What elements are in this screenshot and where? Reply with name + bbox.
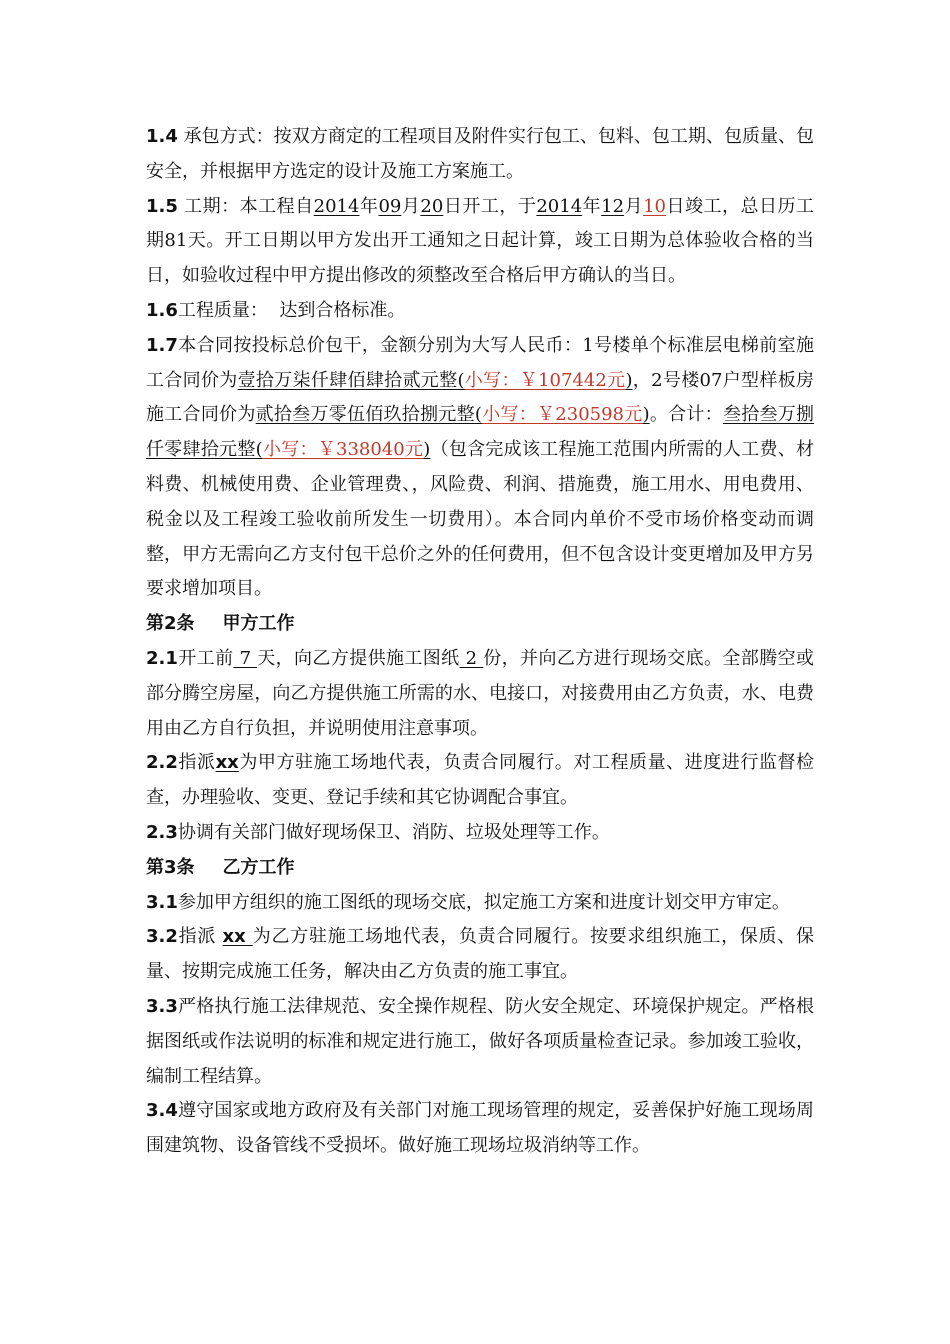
clause-text: 参加甲方组织的施工图纸的现场交底，拟定施工方案和进度计划交甲方审定。 [177, 891, 790, 913]
clause-text: 指派 [177, 752, 216, 774]
clause-2-1 [146, 642, 814, 746]
clause-3-3 [146, 990, 814, 1094]
amount-2-words: 贰拾叁万零伍佰玖拾捌元整 [255, 404, 475, 426]
clause-text: 开工前 [177, 647, 234, 669]
clause-text: 份，并向乙方进行现场交底。全部腾空或部分腾空房屋，向乙方提供施工所需的水、电接口，对接费用由乙方负责，水、电费用由乙方自行负担，并说明使用注意事项。 [146, 647, 815, 739]
clause-number: 1.6 [146, 299, 178, 321]
end-month: 12 [601, 195, 625, 217]
clause-number: 2.3 [146, 821, 178, 843]
party-b-representative: xx [222, 926, 253, 948]
clause-3-2 [146, 920, 814, 990]
paren-close: ) [423, 439, 431, 461]
text-month: 月 [624, 195, 644, 217]
text-year: 年 [582, 195, 602, 217]
days-before-start: 7 [233, 647, 258, 669]
paren-close: ) [642, 404, 650, 426]
clause-text: 工程质量： 达到合格标准。 [177, 299, 406, 321]
amount-total-figures: 小写：￥338040元 [262, 439, 424, 461]
clause-text: 本合同按投标总价包干，金额分别为大写人民币：1号楼单个标准层电梯前室施工合同价为 [146, 334, 814, 391]
clause-number: 3.3 [146, 995, 178, 1017]
clause-1-5 [146, 190, 814, 294]
article-2-heading [146, 607, 814, 642]
clause-1-6 [146, 294, 814, 329]
clause-3-1 [146, 886, 814, 921]
clause-number: 2.1 [146, 647, 178, 669]
clause-2-2 [146, 746, 814, 816]
clause-3-4 [146, 1094, 814, 1164]
clause-text: ，2号楼07户型样板房施工合同价为 [146, 369, 815, 426]
clause-text: 工期：本工程自 [177, 195, 314, 217]
clause-1-4 [146, 120, 814, 190]
clause-number: 2.2 [146, 752, 178, 774]
article-title: 甲方工作 [222, 613, 295, 635]
clause-text: 严格执行施工法律规范、安全操作规程、防火安全规定、环境保护规定。严格根据图纸或作法说明的标准和规定进行施工，做好各项质量检查记录。参加竣工验收，编制工程结算。 [146, 995, 814, 1087]
article-number: 第2条 [146, 613, 195, 635]
end-year: 2014 [536, 195, 583, 217]
clause-number: 1.5 [146, 195, 178, 217]
clause-number: 1.4 [146, 126, 178, 147]
paren-open: ( [474, 404, 482, 426]
amount-2-figures: 小写：￥230598元 [481, 404, 643, 426]
clause-text: 协调有关部门做好现场保卫、消防、垃圾处理等工作。 [177, 821, 610, 843]
clause-text: 。合计： [649, 404, 723, 426]
start-year: 2014 [313, 195, 360, 217]
clause-number: 3.1 [146, 891, 178, 913]
clause-text: 为甲方驻施工场地代表，负责合同履行。对工程质量、进度进行监督检查，办理验收、变更、登记手续和其它协调配合事宜。 [146, 752, 815, 809]
clause-text: 遵守国家或地方政府及有关部门对施工现场管理的规定，妥善保护好施工现场周围建筑物、设备管线不受损坏。做好施工现场垃圾消纳等工作。 [146, 1100, 814, 1157]
clause-2-3 [146, 816, 814, 851]
clause-number: 3.2 [146, 926, 178, 948]
clause-1-7 [146, 329, 814, 607]
text-year: 年 [359, 195, 379, 217]
clause-text: 指派 [177, 926, 223, 948]
article-title: 乙方工作 [222, 856, 295, 878]
drawing-copies: 2 [459, 647, 484, 669]
amount-total-words: 叁拾叁万捌仟零肆拾元整 [146, 404, 815, 461]
text-month: 月 [401, 195, 421, 217]
clause-number: 3.4 [146, 1100, 178, 1122]
clause-number: 1.7 [146, 334, 178, 356]
paren-open: ( [457, 369, 465, 391]
clause-text: 为乙方驻施工场地代表，负责合同履行。按要求组织施工，保质、保量、按期完成施工任务，解决由乙方负责的施工事宜。 [146, 926, 814, 983]
clause-text: 日竣工，总日历工期81天。开工日期以甲方发出开工通知之日起计算，竣工日期为总体验收合格的当日，如验收过程中甲方提出修改的须整改至合格后甲方确认的当日。 [146, 195, 815, 287]
text-start: 日开工，于 [443, 195, 537, 217]
paren-open: ( [255, 439, 263, 461]
start-day: 20 [420, 195, 444, 217]
article-number: 第3条 [146, 856, 195, 878]
clause-text: 天，向乙方提供施工图纸 [257, 647, 460, 669]
article-3-heading [146, 851, 814, 886]
amount-1-figures: 小写：￥107442元 [464, 369, 626, 391]
clause-text: （包含完成该工程施工范围内所需的人工费、材料费、机械使用费、企业管理费、，风险费、利润、措施费，施工用水、用电费用、税金以及工程竣工验收前所发生一切费用）。本合同内单价不受市场价格变动而调整，甲方无需向乙方支付包干总价之外的任何费用，但不包含设计变更增加及甲方另要求增加项目。 [146, 439, 815, 600]
amount-1-words: 壹拾万柒仟肆佰肆拾贰元整 [237, 369, 458, 391]
party-a-representative: xx [215, 752, 239, 774]
start-month: 09 [378, 195, 402, 217]
clause-text: 承包方式：按双方商定的工程项目及附件实行包工、包料、包工期、包质量、包安全，并根据甲方选定的设计及施工方案施工。 [146, 126, 814, 182]
contract-page [146, 120, 814, 1164]
end-day: 10 [643, 195, 666, 217]
paren-close: ) [625, 369, 633, 391]
